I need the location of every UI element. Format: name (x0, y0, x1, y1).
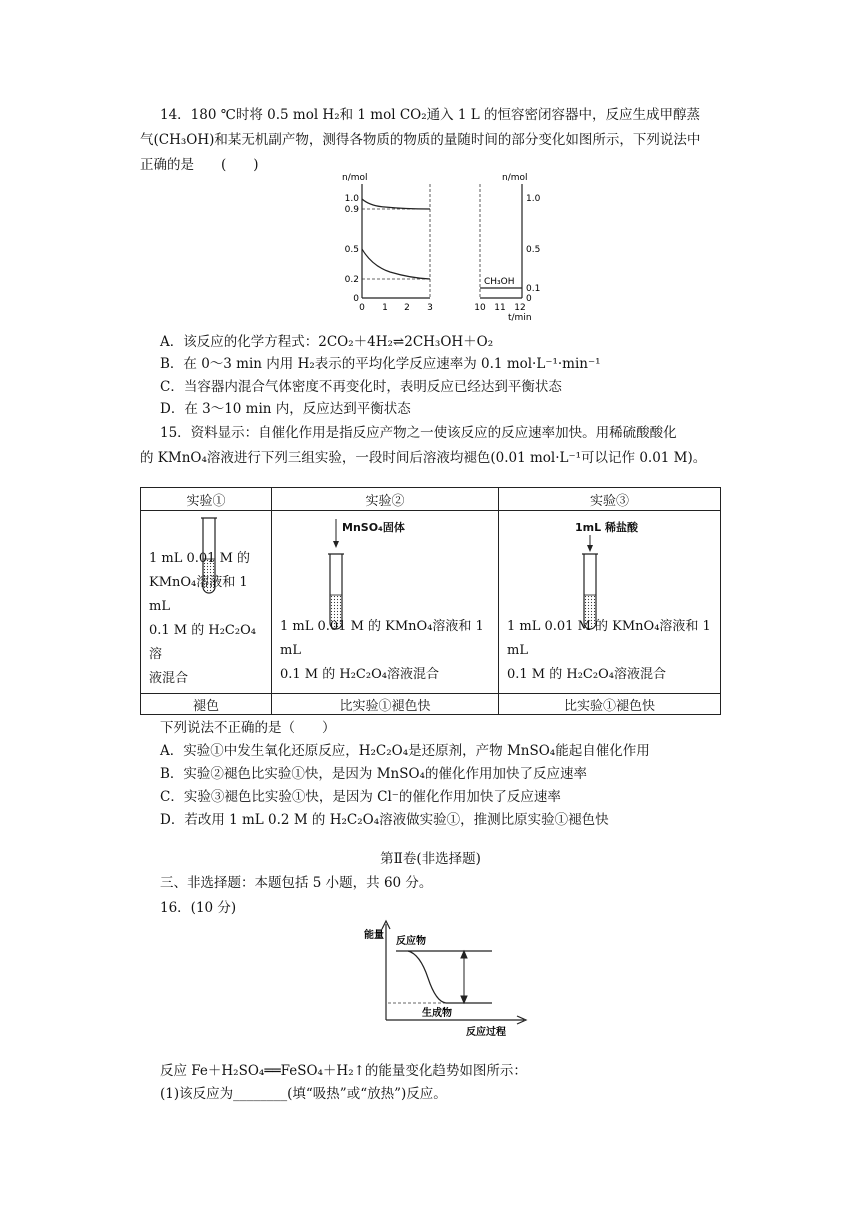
cell-exp1 (141, 511, 272, 694)
reactant-label: 反应物 (396, 936, 426, 947)
result-exp1: 褪色 (141, 694, 272, 715)
q15-option-c: C．实验③褪色比实验①快，是因为 Cl⁻的催化作用加快了反应速率 (160, 789, 561, 805)
energy-xlabel: 反应过程 (466, 1027, 506, 1038)
cell1-line3: 0.1 M 的 H₂C₂O₄溶 (149, 623, 256, 662)
xtick-3: 3 (427, 303, 433, 313)
cell-exp3 (499, 511, 721, 694)
exp2-add-label: MnSO₄固体 (342, 521, 405, 534)
q15-line2: 的 KMnO₄溶液进行下列三组实验，一段时间后溶液均褪色(0.01 mol·L⁻¹可以记作 0.01 M)。 (140, 450, 707, 466)
series-upper-curve (362, 199, 430, 209)
ylabel-right: n/mol (502, 173, 528, 183)
ytick-right-0: 0 (526, 294, 532, 304)
cell2-line1: 1 mL 0.01 M 的 KMnO₄溶液和 1 mL (280, 619, 484, 658)
energy-curve (396, 951, 492, 1003)
xtick-10: 10 (474, 303, 486, 313)
exp3-add-label: 1mL 稀盐酸 (575, 521, 638, 534)
cell3-line1: 1 mL 0.01 M 的 KMnO₄溶液和 1 mL (507, 619, 711, 658)
section-title: 第Ⅱ卷(非选择题) (380, 851, 481, 867)
cell3-line2: 0.1 M 的 H₂C₂O₄溶液混合 (507, 667, 666, 682)
xtick-2: 2 (404, 303, 410, 313)
energy-diagram (362, 918, 532, 1040)
xtick-11: 11 (494, 303, 506, 313)
result-exp3: 比实验①褪色快 (499, 694, 721, 715)
experiment-table (140, 487, 721, 715)
energy-gap-arrow (461, 951, 467, 1003)
ytick-left-1.0: 1.0 (344, 194, 359, 204)
xlabel: t/min (508, 313, 532, 323)
xtick-12: 12 (514, 303, 526, 313)
q16-line1: 反应 Fe＋H₂SO₄══FeSO₄＋H₂↑的能量变化趋势如图所示： (160, 1063, 527, 1079)
cell2-line2: 0.1 M 的 H₂C₂O₄溶液混合 (280, 667, 439, 682)
header-exp2: 实验② (272, 488, 499, 511)
cell1-line4: 液混合 (149, 671, 189, 686)
q15-question: 下列说法不正确的是（ ） (160, 720, 336, 736)
ytick-left-0: 0 (353, 294, 359, 304)
q14-option-d: D．在 3～10 min 内，反应达到平衡状态 (160, 401, 411, 417)
product-label: 生成物 (422, 1008, 452, 1019)
q14-option-b: B．在 0～3 min 内用 H₂表示的平均化学反应速率为 0.1 mol·L⁻¹·min⁻¹ (160, 356, 601, 372)
ytick-right-0.1: 0.1 (526, 284, 540, 294)
header-exp3: 实验③ (499, 488, 721, 511)
ytick-right-1.0: 1.0 (526, 194, 540, 204)
header-exp1: 实验① (141, 488, 272, 511)
arrow-down-icon (585, 535, 595, 553)
cell1-line2: KMnO₄溶液和 1 mL (149, 575, 248, 614)
q14-line2: 气(CH₃OH)和某无机副产物，测得各物质的物质的量随时间的部分变化如图所示，下列说法中 (140, 132, 701, 148)
xtick-1: 1 (382, 303, 388, 313)
section-intro: 三、非选择题：本题包括 5 小题，共 60 分。 (160, 875, 433, 891)
cell1-line1: 1 mL 0.01 M 的 (149, 551, 251, 566)
q16-line2: (1)该反应为________(填“吸热”或“放热”)反应。 (160, 1086, 447, 1102)
cell-exp2 (272, 511, 499, 694)
xtick-0: 0 (359, 303, 365, 313)
ytick-left-0.5: 0.5 (344, 245, 359, 255)
q15-option-a: A．实验①中发生氧化还原反应，H₂C₂O₄是还原剂，产物 MnSO₄能起自催化作用 (160, 743, 650, 759)
energy-ylabel: 能量 (364, 930, 384, 941)
q14-line1: 14．180 ℃时将 0.5 mol H₂和 1 mol CO₂通入 1 L 的恒容密闭容器中，反应生成甲醇蒸 (160, 107, 701, 123)
result-exp2: 比实验①褪色快 (272, 694, 499, 715)
q14-option-a: A．该反应的化学方程式：2CO₂＋4H₂⇌2CH₃OH＋O₂ (160, 334, 494, 350)
arrow-down-icon (331, 519, 341, 549)
ytick-right-0.5: 0.5 (526, 245, 540, 255)
ytick-left-0.2: 0.2 (344, 275, 359, 285)
q15-option-d: D．若改用 1 mL 0.2 M 的 H₂C₂O₄溶液做实验①，推测比原实验①褪色快 (160, 812, 609, 828)
ylabel-left: n/mol (342, 173, 368, 183)
q14-chart (340, 170, 540, 330)
q15-line1: 15．资料显示：自催化作用是指反应产物之一使该反应的反应速率加快。用稀硫酸酸化 (160, 425, 677, 441)
q16-number: 16．(10 分) (160, 900, 237, 916)
q14-option-c: C．当容器内混合气体密度不再变化时，表明反应已经达到平衡状态 (160, 379, 562, 395)
q14-line3: 正确的是 ( ) (140, 157, 259, 173)
ytick-left-0.9: 0.9 (344, 205, 359, 215)
series-label-ch3oh: CH₃OH (484, 277, 515, 287)
series-lower-curve (362, 249, 430, 279)
q15-option-b: B．实验②褪色比实验①快，是因为 MnSO₄的催化作用加快了反应速率 (160, 766, 587, 782)
